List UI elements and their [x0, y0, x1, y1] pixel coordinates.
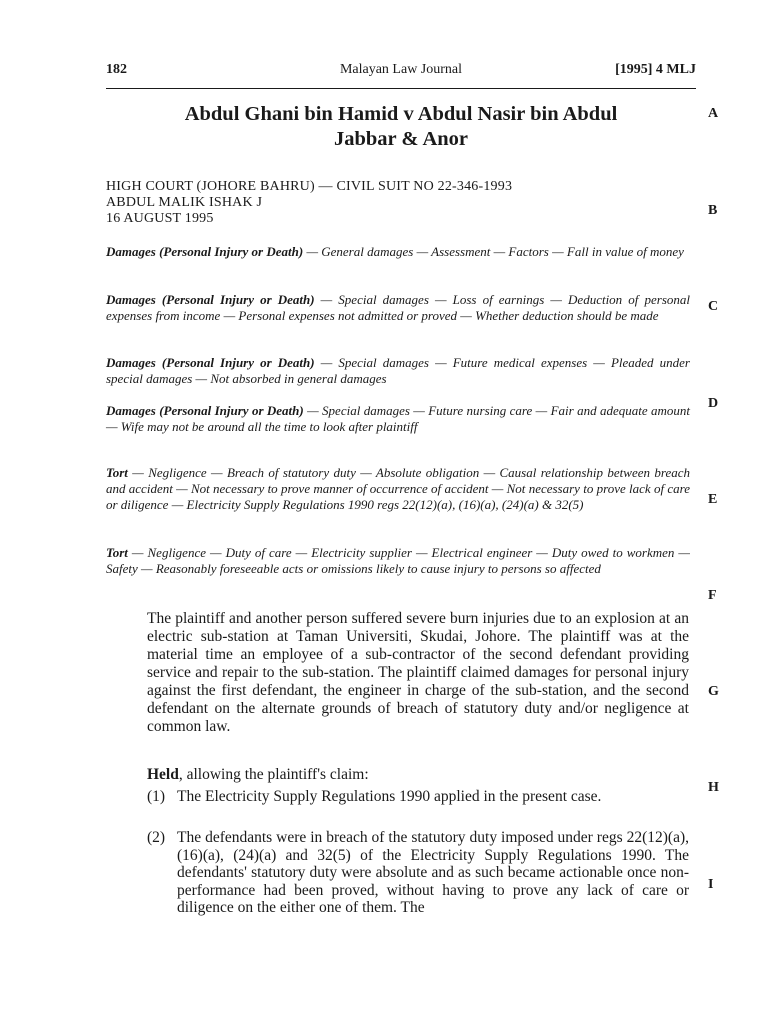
case-title-line-2: Jabbar & Anor [333, 128, 469, 150]
margin-letter-i: I [708, 877, 714, 892]
catchword-5: Tort — Negligence — Breach of statutory duty — Absolute obligation — Causal relationship between breach and accident — Not necessary to prove manner of occurrence of accident — Not necessary to prove lack of care or diligence — Electricity Supply Regulations 1990 regs 22(12)(a), (16)(a), (24)(a) & 32(5) [106, 465, 690, 512]
court-name: HIGH COURT (JOHORE BAHRU) — CIVIL SUIT NO 22-346-1993 [106, 179, 513, 194]
journal-name: Malayan Law Journal [339, 62, 463, 77]
held-intro: Held, allowing the plaintiff's claim: [147, 766, 369, 783]
catchword-3: Damages (Personal Injury or Death) — Special damages — Future medical expenses — Pleaded under special damages — Not absorbed in general damages [106, 355, 690, 386]
margin-letter-g: G [708, 684, 719, 699]
court-details [106, 179, 706, 227]
margin-letter-d: D [708, 396, 719, 411]
margin-letter-b: B [708, 203, 718, 218]
held-item-1: (1) The Electricity Supply Regulations 1990 applied in the present case. [147, 788, 602, 805]
margin-letter-a: A [708, 106, 719, 121]
catchword-4: Damages (Personal Injury or Death) — Special damages — Future nursing care — Fair and adequate amount — Wife may not be around all the time to look after plaintiff [106, 403, 690, 434]
margin-letter-e: E [708, 492, 718, 507]
margin-letter-c: C [708, 299, 719, 314]
catchword-1: Damages (Personal Injury or Death) — General damages — Assessment — Factors — Fall in value of money [106, 244, 684, 259]
judge-name: ABDUL MALIK ISHAK J [106, 195, 263, 210]
case-title-line-1: Abdul Ghani bin Hamid v Abdul Nasir bin Abdul [184, 103, 618, 125]
report-citation: [1995] 4 MLJ [615, 62, 696, 77]
margin-letter-f: F [708, 588, 717, 603]
page-number: 182 [106, 62, 127, 77]
catchword-6: Tort — Negligence — Duty of care — Electricity supplier — Electrical engineer — Duty owed to workmen — Safety — Reasonably foreseeable acts or omissions likely to cause injury to persons so affected [106, 545, 690, 576]
catchword-2: Damages (Personal Injury or Death) — Special damages — Loss of earnings — Deduction of personal expenses from income — Personal expenses not admitted or proved — Whether deduction should be made [106, 292, 690, 323]
facts-paragraph: The plaintiff and another person suffered severe burn injuries due to an explosion at an electric sub-station at Taman Universiti, Skudai, Johore. The plaintiff was at the material time an employee of a sub-contractor of the second defendant providing service and repair to the sub-station. The plaintiff claimed damages for personal injury against the first defendant, the engineer in charge of the sub-station, and the second defendant on the alternate grounds of breach of statutory duty and/or negligence at common law. [147, 610, 689, 735]
running-header [106, 62, 696, 84]
header-rule [106, 88, 696, 89]
decision-date: 16 AUGUST 1995 [106, 211, 214, 226]
margin-letter-h: H [708, 780, 719, 795]
case-title [106, 102, 696, 152]
held-item-2: (2) The defendants were in breach of the statutory duty imposed under regs 22(12)(a), (16)(a), (24)(a) and 32(5) of the Electricity Supply Regulations 1990. The defendants' statutory duty were absolute and as such became actionable once non-performance had been proved, without having to prove any lack of care or diligence on the either one of them. The [147, 829, 689, 916]
